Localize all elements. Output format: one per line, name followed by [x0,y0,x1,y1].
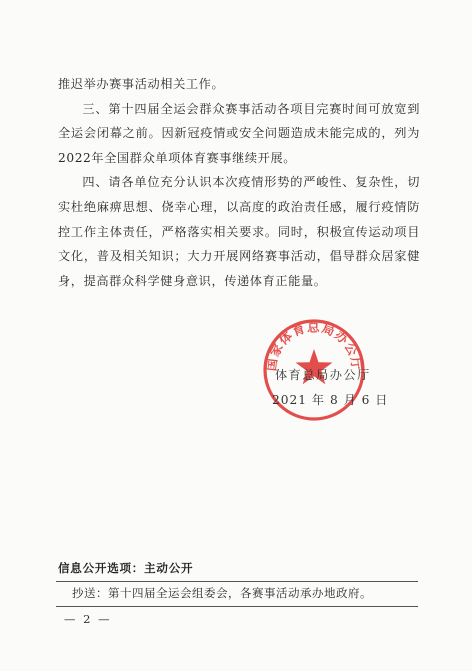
footer-divider-bottom [56,606,418,607]
document-body [58,72,420,293]
issuer-signature: 体育总局办公厅 [275,368,371,382]
seal-text: 国家体育总局办公厅 [263,319,365,372]
cc-line: 抄送：第十四届全运会组委会，各赛事活动承办地政府。 [72,586,372,600]
page-number: — 2 — [64,612,112,626]
paragraph-item-4: 四、请各单位充分认识本次疫情形势的严峻性、复杂性，切实杜绝麻痹思想、侥幸心理，以高度的政治责任感，履行疫情防控工作主体责任，严格落实相关要求。同时，积极宣传运动项目文化，普及相关知识；大力开展网络赛事活动，倡导群众居家健身，提高群众科学健身意识，传递体育正能量。 [58,175,420,288]
issue-date: 2021 年 8 月 6 日 [272,393,389,407]
paragraph-item-3: 三、第十四届全运会群众赛事活动各项目完赛时间可放宽到全运会闭幕之前。因新冠疫情或安全问题造成未能完成的，列为2022年全国群众单项体育赛事继续开展。 [58,101,420,165]
disclosure-option: 信息公开选项：主动公开 [58,561,194,575]
paragraph-continuation: 推迟举办赛事活动相关工作。 [58,77,225,91]
footer-divider-top [56,581,418,582]
